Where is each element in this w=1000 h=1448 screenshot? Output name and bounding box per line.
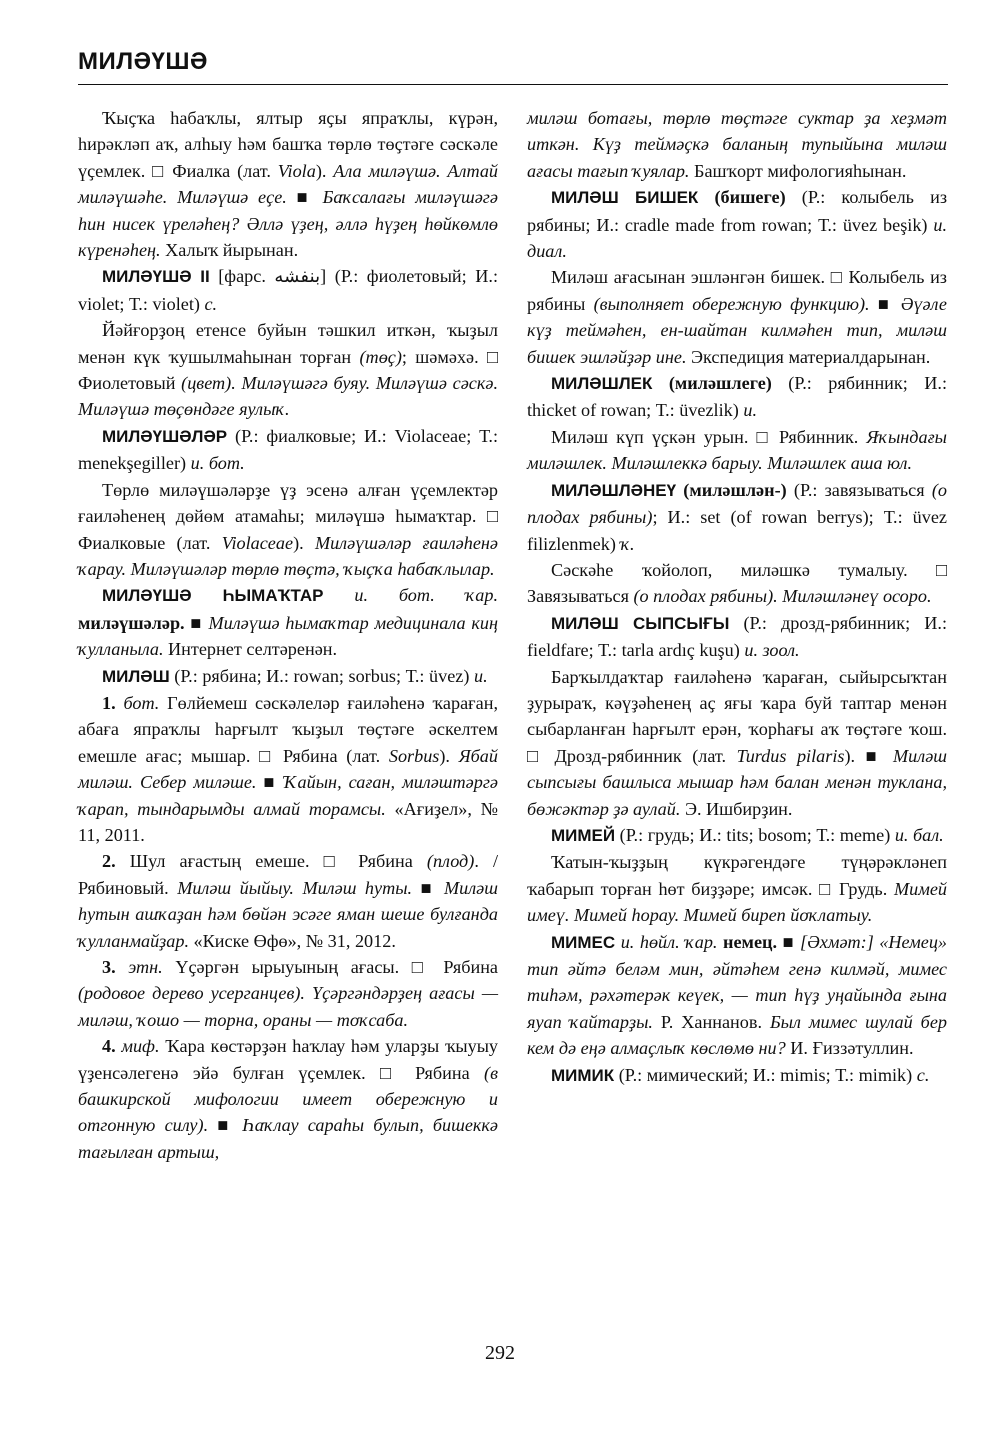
text-run: Гөлйемеш сәскәлеләр ғаиләһенә ҡараған, абаға япраҡлы һарғылт ҡыҙыл төҫтәге әскелтем емешле ағас; мышар. □ Рябина (лат. xyxy=(78,692,498,766)
text-run: Миләш күп үҫкән урын. □ Рябинник. xyxy=(551,426,867,447)
headword: МИМЕЙ xyxy=(551,825,616,845)
text-run: 2. xyxy=(102,851,116,872)
text-run: Миләүшә һымаҡтар медицинала киң ҡулланыла. xyxy=(78,612,498,660)
text-run: и. һөйл. ҡар. xyxy=(620,931,718,952)
text-run: Ябай миләш. Себер миләше. xyxy=(78,745,498,793)
dictionary-paragraph xyxy=(527,477,947,557)
text-run: Э. Ишбирҙин. xyxy=(680,798,793,819)
text-run: Sorbus xyxy=(388,745,440,766)
running-head: МИЛӘҮШӘ xyxy=(78,48,208,75)
text-run: миләүшәләр. xyxy=(78,612,185,633)
text-run: ҡ. xyxy=(620,533,635,554)
text-run: Миләүшәләр ғаиләһенә ҡарау. Миләүшәләр төрлө төҫтә, ҡыҫҡа һабаҡлылар. xyxy=(78,532,498,579)
dictionary-paragraph xyxy=(78,105,498,263)
dictionary-paragraph xyxy=(78,477,498,583)
dictionary-paragraph xyxy=(78,423,498,477)
text-run: и. бал. xyxy=(894,824,944,845)
text-run: Ҡара көстәрҙән һаҡлау һәм уларҙы ҡыуыу үҙенсәлегенә эйә булған үҫемлек. □ Рябина xyxy=(78,1036,499,1083)
text-run: Ала миләүшә. Алтай миләүшәһе. Миләүшә еҫе. xyxy=(78,160,499,208)
text-run: (Р.: грудь; И.: tits; bosom; Т.: meme) xyxy=(615,824,895,845)
dictionary-paragraph xyxy=(527,370,947,424)
text-run: Ҡатын-ҡыҙҙың күкрәгендәге түңәрәкләнеп ҡабарып торған һөт биҙҙәре; имсәк. □ Грудь. xyxy=(527,852,947,899)
text-run: (выполняет обережную функцию). xyxy=(593,293,870,314)
text-run: (Р.: фиалковые; И.: Violaceae; Т.: menekşegiller) xyxy=(78,425,498,474)
dictionary-paragraph xyxy=(78,317,498,423)
text-run: и. зоол. xyxy=(744,640,800,661)
text-run: и. бот. ҡар. xyxy=(354,585,499,606)
text-run: (Р.: мимический; И.: mimis; Т.: mimik) xyxy=(614,1064,917,1085)
text-run: этн. xyxy=(128,957,163,977)
headword: МИЛӘҮШӘЛӘР xyxy=(102,426,228,446)
text-run: ). xyxy=(315,160,334,181)
text-run: (Р.: завязываться xyxy=(786,479,932,500)
text-run: с. xyxy=(204,293,218,314)
text-run: (Р.: колыбель из рябины; И.: cradle made from rowan; Т.: üvez beşik) xyxy=(527,187,948,235)
text-run: Шул ағастың емеше. □ Рябина xyxy=(115,851,427,872)
text-run: Үҫәргән ырыуының ағасы. □ Рябина xyxy=(162,957,498,977)
headword: МИЛӘҮШӘ II xyxy=(102,267,210,287)
text-run: ■ xyxy=(184,612,209,633)
dictionary-paragraph xyxy=(78,263,498,317)
text-run: миләш ботағы, төрлө төҫтәге суктар ҙа хеҙмәт иткән. Күҙ теймәҫкә баланың тупыйына миләш ағасы тағып ҡуялар. xyxy=(527,108,947,181)
text-run: «Ағиҙел», № 11, 2011. xyxy=(78,798,498,845)
text-run: (о плодах рябины). Миләшләнеү осоро. xyxy=(633,586,932,607)
text-run: Һаҡлау сараһы булып, бишеккә тағылған артыш, xyxy=(78,1115,498,1162)
text-run: (в башкирской мифологии имеет обережную и отгонную силу). xyxy=(78,1062,498,1136)
text-run: ■ xyxy=(208,1115,243,1136)
text-run: 4. xyxy=(102,1036,116,1057)
text-run: ; И.: set (of rowan berrys); Т.: üvez filizlenmek) xyxy=(527,507,947,554)
headword: МИМИК xyxy=(551,1065,615,1085)
text-run: Миләш ағасынан эшләнгән бишек. □ Колыбель из рябины xyxy=(527,267,947,314)
text-run: И. Ғиззәтуллин. xyxy=(785,1038,914,1059)
text-run: Миләш йыйыу. Миләш һуты. xyxy=(177,877,413,898)
left-column xyxy=(78,105,498,1165)
text-run: (о плодах рябины) xyxy=(527,479,947,528)
text-run: (миләшлеге) xyxy=(668,373,772,394)
text-run: и. xyxy=(473,665,488,686)
text-run: немец. xyxy=(723,931,778,952)
dictionary-paragraph xyxy=(527,264,947,370)
text-run: (төҫ) xyxy=(359,346,402,367)
text-run: . / Рябиновый. xyxy=(78,851,499,898)
dictionary-paragraph xyxy=(527,929,947,1062)
text-run: Әүәле күҙ теймәһен, ен-шайтан килмәһен тип, миләш бишек эшләйҙәр ине. xyxy=(527,293,947,367)
dictionary-paragraph xyxy=(527,1062,947,1089)
text-run: Яҡындағы миләшлек. Миләшлеккә барыу. Миләшлек аша юл. xyxy=(527,426,947,474)
dictionary-paragraph xyxy=(527,105,947,184)
headword: МИЛӘШ СЫПСЫҒЫ xyxy=(551,613,730,633)
text-run: (Р.: дрозд-рябинник; И.: fieldfare; Т.: tarla ardıç kuşu) xyxy=(527,612,947,661)
text-run: Йәйғорҙоң етенсе буйын тәшкил иткән, ҡыҙыл менән күк ҡушылмаһынан торған xyxy=(78,320,498,367)
headword: МИМЕС xyxy=(551,932,616,952)
text-run xyxy=(698,187,714,207)
text-run: ■ xyxy=(256,772,284,793)
dictionary-paragraph xyxy=(527,610,947,664)
text-run: [Әхмәт:] «Немец» тип әйтә беләм мин, әйтәһем генә килмәй, мимес тиһәм, рәхәтерәк кеүек, — тип һүҙ уңайында ғына яуап ҡайтарҙы. xyxy=(527,931,948,1032)
text-run: ). xyxy=(439,745,459,766)
text-run: миф. xyxy=(121,1036,160,1057)
text-run: и. xyxy=(743,400,757,421)
text-run: (плод) xyxy=(426,851,475,872)
dictionary-paragraph xyxy=(527,664,947,822)
text-run: ■ xyxy=(777,931,801,952)
header-rule xyxy=(78,84,948,85)
text-run: Барҡылдаҡтар ғаиләһенә ҡараған, сыйырсыҡтан ҙурыраҡ, кәүҙәһенең аҫ яғы ҡара буй таптар менән сыбарланған һарғылт ерән, ҡорһағы аҡ төҫтәге ҡош. □ Дрозд-рябинник (лат. xyxy=(527,666,947,766)
text-run: Баҡсалағы миләүшәгә һин нисек үреләһең? Әллә үҙең, әллә һүҙең һөйкөмлө күренәһең. xyxy=(78,187,498,261)
text-run: ■ xyxy=(412,877,444,898)
text-run: бот. xyxy=(123,692,160,713)
headword: МИЛӘШЛӘНЕҮ xyxy=(551,480,677,500)
text-run: Был мимес шулай бер кем дә еңә алмаҫлыҡ көслөмө ни? xyxy=(527,1011,947,1059)
text-run: Violaceae xyxy=(221,532,294,553)
page-header xyxy=(78,48,948,76)
headword: МИЛӘШ БИШЕК xyxy=(551,188,699,208)
text-run: Миләш сыпсығы башлыса мышар һәм балан менән туклана, бөжәктәр ҙә аулай. xyxy=(527,745,948,819)
text-run: Ҡайын, саған, миләштәргә ҡарап, тындарымды алмай торамсы. xyxy=(78,772,498,819)
text-run: Төрлө миләүшәләрҙе үҙ эсенә алған үҫемлектәр ғаиләһенең дөйөм атамаһы; миләүшә һымаҡтар. □ Фиалковые (лат. xyxy=(78,479,498,553)
text-run: Turdus pilaris xyxy=(736,745,845,766)
text-run: (Р.: рябина; И.: rowan; sorbus; Т.: üvez) xyxy=(169,665,474,686)
text-run: Экспедиция материалдарынан. xyxy=(686,346,931,367)
text-run: и. бот. xyxy=(190,453,245,474)
dictionary-paragraph xyxy=(78,690,498,848)
dictionary-paragraph xyxy=(78,663,498,690)
headword: МИЛӘҮШӘ ҺЫМАҠТАР xyxy=(102,586,324,606)
text-run: Ҡыҫҡа һабаҡлы, ялтыр яҫы япраҡлы, күрән, һирәкләп аҡ, алһыу һәм башҡа төрлө төҫтәге сәскәле үҫемлек. □ Фиалка (лат. xyxy=(78,108,498,181)
text-run: Сәскәһе ҡойолоп, миләшкә тумалыу. □ Завязываться xyxy=(527,559,947,607)
text-run: (миләшлән-) xyxy=(683,479,787,500)
dictionary-paragraph xyxy=(527,822,947,849)
dictionary-paragraph xyxy=(78,1033,498,1165)
text-run xyxy=(323,585,354,605)
text-run: Башҡорт мифологияһынан. xyxy=(689,160,907,181)
dictionary-paragraph xyxy=(78,954,498,1033)
dictionary-paragraph xyxy=(527,424,947,477)
text-run xyxy=(652,373,668,393)
text-run: ■ xyxy=(869,293,901,314)
text-run: Миләш һутын ашҡаҙан һәм бөйән эсәге яман шеше булғанда ҡулланмайҙар. xyxy=(78,877,498,951)
text-run: ). ■ xyxy=(844,745,894,766)
text-run: (цвет). Миләүшәгә буяу. Миләүшә сәскә. Миләүшә төҫөндәге яулыҡ. xyxy=(78,373,499,420)
text-run: Viola xyxy=(277,160,316,181)
text-run: ■ xyxy=(286,187,323,208)
dictionary-paragraph xyxy=(527,849,947,928)
text-run: «Киске Өфө», № 31, 2012. xyxy=(189,930,396,951)
page-number: 292 xyxy=(485,1342,515,1364)
text-run: Халыҡ йырынан. xyxy=(160,240,299,261)
text-run: ; шәмәхә. □ Фиолетовый xyxy=(78,346,498,394)
text-run: (бишеге) xyxy=(714,187,786,208)
text-run: Р. Ханнанов. xyxy=(652,1011,770,1032)
text-run: [фарс. بنفشه] (Р.: фиолетовый; И.: violet; Т.: violet) xyxy=(78,266,498,314)
headword: МИЛӘШЛЕК xyxy=(551,374,653,394)
dictionary-paragraph xyxy=(78,582,498,662)
right-column xyxy=(527,105,947,1089)
headword: МИЛӘШ xyxy=(102,666,170,686)
text-run: и. диал. xyxy=(527,214,947,262)
text-run: Мимей имеү. Мимей һорау. Мимей биреп йоҡлатыу. xyxy=(527,878,947,926)
text-run: с. xyxy=(916,1064,930,1085)
dictionary-paragraph xyxy=(527,184,947,264)
text-run: 3. xyxy=(102,957,116,977)
text-run: 1. xyxy=(102,692,116,713)
text-run: (Р.: рябинник; И.: thicket of rowan; Т.: üvezlik) xyxy=(527,373,947,421)
dictionary-paragraph xyxy=(527,557,947,610)
text-run: (родовое дерево усерганцев). Үҫәргәндәрҙең ағасы — миләш, ҡошо — торна, ораны — тоҡсаба. xyxy=(78,983,498,1030)
text-run xyxy=(116,957,129,977)
dictionary-paragraph xyxy=(78,848,498,954)
text-run: ). xyxy=(293,532,315,553)
text-run: Интернет селтәренән. xyxy=(163,639,338,660)
